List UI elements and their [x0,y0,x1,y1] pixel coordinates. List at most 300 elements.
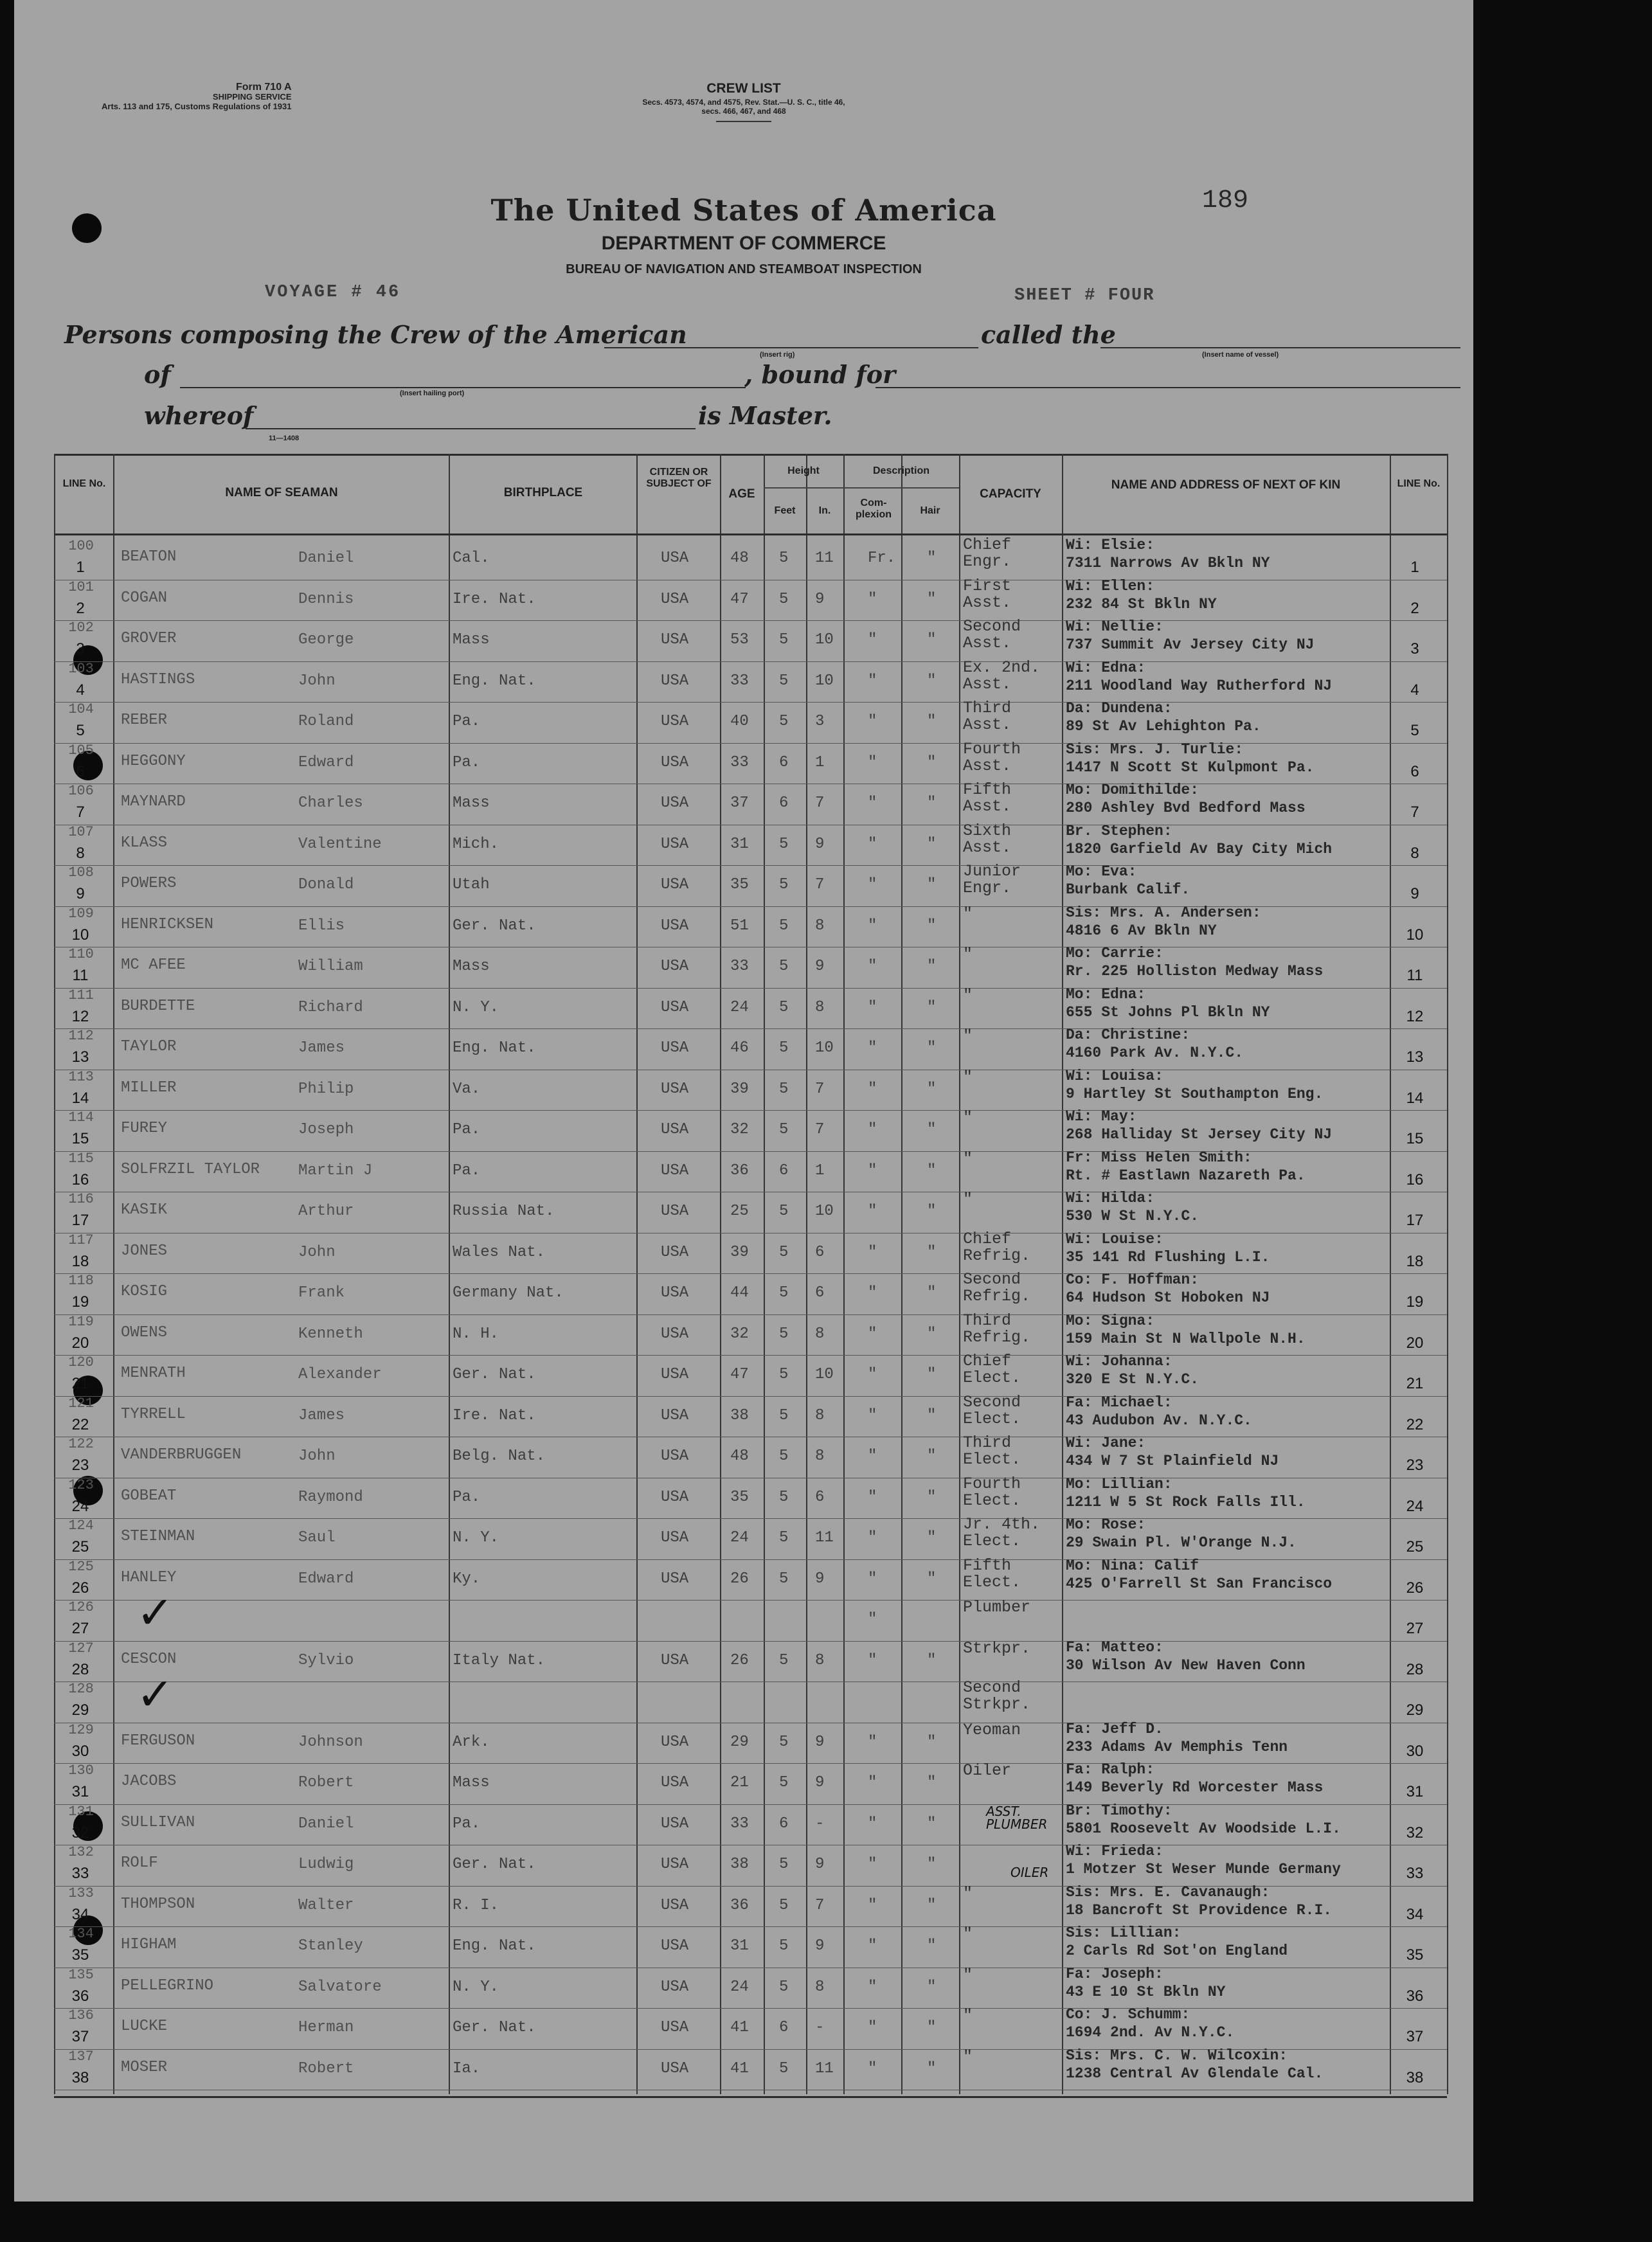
running-count: 131 [68,1803,94,1820]
running-count: 128 [68,1681,94,1697]
running-count: 116 [68,1191,94,1207]
seaman-given-name: Ludwig [298,1856,354,1873]
line-number: 12 [71,1007,89,1025]
seaman-surname: TYRRELL [121,1405,186,1423]
seaman-given-name: Walter [298,1896,354,1914]
birthplace: Ger. Nat. [453,2019,536,2036]
birthplace: Eng. Nat. [453,672,536,690]
next-of-kin-name: Br. Stephen: [1066,822,1172,839]
citizenship: USA [661,753,689,771]
seaman-given-name: Martin J [298,1161,373,1179]
line-number: 25 [71,1538,89,1556]
next-of-kin-name: Fa: Jeff D. [1066,1720,1163,1737]
age: 33 [730,753,749,771]
seaman-surname: STEINMAN [121,1528,195,1545]
birthplace: Belg. Nat. [453,1448,546,1465]
capacity: Strkpr. [963,1638,1031,1658]
age: 32 [730,1325,749,1343]
hair: " [927,1733,937,1751]
height-inches: 8 [815,1651,825,1669]
citizenship: USA [661,917,689,935]
hair: " [927,1203,937,1220]
height-feet: 5 [779,1488,789,1506]
hair: " [927,590,937,608]
citizenship: USA [661,1448,689,1465]
line-number: 16 [71,1170,89,1188]
line-number: 9 [76,885,85,902]
seaman-given-name: John [298,672,336,690]
birthplace: Pa. [453,1121,481,1138]
complexion: " [868,590,877,608]
age: 26 [730,1570,749,1588]
birthplace: N. H. [453,1325,499,1343]
line-number-right: 24 [1406,1497,1424,1515]
seaman-surname: MENRATH [121,1365,186,1382]
capacity: Junior Engr. [963,862,1021,897]
bound-for-fill-line [875,387,1460,388]
age: 26 [730,1651,749,1669]
height-feet: 5 [779,1325,789,1343]
age: 31 [730,1937,749,1955]
header-age: AGE [728,487,755,501]
citizenship: USA [661,1039,689,1057]
capacity: Second Elect. [963,1392,1021,1428]
persons-line-text-b: called the [981,320,1116,349]
next-of-kin-address: 425 O'Farrell St San Francisco [1066,1575,1333,1592]
running-count: 101 [68,578,94,595]
header-feet: Feet [774,505,796,516]
seaman-surname: BURDETTE [121,997,195,1015]
complexion: " [868,794,877,812]
height-feet: 5 [779,917,789,935]
line-number-right: 11 [1406,967,1423,984]
capacity: " [963,904,973,923]
running-count: 124 [68,1518,94,1534]
crew-row [54,1638,1447,1683]
complexion: " [868,1651,877,1669]
birthplace: Mass [453,958,490,975]
running-count: 110 [68,946,94,962]
crew-row [54,1149,1447,1193]
next-of-kin-name: Wi: Nellie: [1066,618,1163,635]
seaman-given-name: Valentine [298,835,382,853]
seaman-given-name: Daniel [298,550,354,567]
hailing-line-text-a: of [144,360,171,389]
vessel-fill-line [1100,347,1460,348]
complexion: " [868,1039,877,1057]
hair: " [927,998,937,1016]
seaman-surname: HASTINGS [121,670,195,688]
seaman-surname: THOMPSON [121,1895,195,1913]
height-inches: 11 [815,1529,834,1547]
height-feet: 5 [779,672,789,690]
birthplace: Cal. [453,550,490,567]
hair: " [927,753,937,771]
line-number: 4 [76,681,85,699]
height-feet: 5 [779,1937,789,1955]
next-of-kin-address: 43 Audubon Av. N.Y.C. [1066,1412,1252,1429]
hair: " [927,1406,937,1424]
seaman-surname: HANLEY [121,1568,177,1586]
birthplace: Pa. [453,753,481,771]
capacity: Oiler [963,1761,1012,1780]
height-feet: 5 [779,1080,789,1098]
crew-row [54,2006,1447,2050]
line-number-right: 20 [1406,1334,1424,1352]
citizenship: USA [661,876,689,893]
citizenship: USA [661,835,689,853]
capacity: Chief Elect. [963,1352,1021,1387]
running-count: 113 [68,1068,94,1085]
line-number-right: 17 [1406,1212,1424,1229]
running-count: 118 [68,1273,94,1289]
next-of-kin-name: Wi: Louise: [1066,1230,1163,1248]
capacity: Second Refrig. [963,1270,1031,1305]
running-count: 109 [68,905,94,922]
department-title: DEPARTMENT OF COMMERCE [601,233,886,254]
birthplace: Ger. Nat. [453,917,536,935]
next-of-kin-name: Mo: Carrie: [1066,945,1163,962]
next-of-kin-name: Wi: Jane: [1066,1435,1146,1451]
line-number-right: 10 [1406,926,1424,944]
next-of-kin-address: 4816 6 Av Bkln NY [1066,922,1217,939]
crew-row [54,1474,1447,1520]
birthplace: N. Y. [453,1529,499,1547]
height-inches: - [815,2019,825,2036]
next-of-kin-address: 1417 N Scott St Kulpmont Pa. [1066,758,1315,776]
next-of-kin-address: 2 Carls Rd Sot'on England [1066,1942,1288,1959]
line-number: 5 [76,722,85,739]
hair: " [927,1448,937,1465]
crew-row [54,1029,1447,1070]
height-inches: 6 [815,1284,825,1302]
seaman-given-name: Stanley [298,1937,363,1955]
complexion: " [868,998,877,1016]
height-inches: 11 [815,2059,834,2077]
capacity: Second Asst. [963,617,1021,652]
next-of-kin-address: Rt. # Eastlawn Nazareth Pa. [1066,1167,1306,1184]
crew-row [54,535,1447,580]
age: 36 [730,1896,749,1914]
citizenship: USA [661,1243,689,1261]
crew-row [54,1720,1447,1764]
capacity: " [963,2006,973,2025]
seaman-given-name: Salvatore [298,1978,382,1996]
hair: " [927,1488,937,1506]
citizenship: USA [661,1774,689,1791]
height-inches: 6 [815,1243,825,1261]
seaman-given-name: George [298,631,354,649]
line-number-right: 38 [1406,2068,1424,2086]
next-of-kin-address: 7311 Narrows Av Bkln NY [1066,555,1270,571]
citizenship: USA [661,2059,689,2077]
next-of-kin-address: 5801 Roosevelt Av Woodside L.I. [1066,1820,1341,1837]
seaman-given-name: Herman [298,2019,354,2036]
seaman-given-name: James [298,1406,345,1424]
next-of-kin-address: 268 Halliday St Jersey City NJ [1066,1126,1333,1143]
hair: " [927,1039,937,1057]
next-of-kin-name: Mo: Lillian: [1066,1475,1172,1493]
next-of-kin-name: Mo: Signa: [1066,1312,1155,1329]
next-of-kin-address: 1238 Central Av Glendale Cal. [1066,2065,1324,2082]
statute-reference [14,98,1473,116]
birthplace: Mich. [453,835,499,853]
height-inches: 8 [815,1325,825,1343]
citizenship: USA [661,631,689,649]
next-of-kin-name: Sis: Mrs. J. Turlie: [1066,740,1244,758]
running-count: 107 [68,823,94,840]
seaman-given-name: Dennis [298,590,354,608]
age: 25 [730,1203,749,1220]
description-subhead-rule [843,487,959,489]
capacity: " [963,985,973,1005]
citizenship: USA [661,794,689,812]
complexion: " [868,1570,877,1588]
hair: " [927,1651,937,1669]
country-title: The United States of America [490,193,997,228]
height-inches: 9 [815,1937,825,1955]
height-feet: 5 [779,1203,789,1220]
citizenship: USA [661,1856,689,1873]
line-number: 17 [71,1212,89,1229]
next-of-kin-name: Da: Christine: [1066,1027,1190,1043]
next-of-kin-address: 655 St Johns Pl Bkln NY [1066,1003,1270,1021]
next-of-kin-name: Sis: Mrs. E. Cavanaugh: [1066,1883,1270,1901]
crew-row [54,1192,1447,1233]
line-number: 30 [71,1742,89,1760]
capacity: " [963,1883,973,1903]
seaman-given-name: Roland [298,713,354,730]
capacity: " [963,1924,973,1943]
line-number: 21 [71,1375,89,1392]
citizenship: USA [661,1570,689,1588]
birthplace: R. I. [453,1896,499,1914]
complexion: " [868,958,877,975]
citizenship: USA [661,1406,689,1424]
hair: " [927,1325,937,1343]
running-count: 136 [68,2007,94,2023]
birthplace: Mass [453,631,490,649]
header-citizen: CITIZEN OR SUBJECT OF [646,467,712,489]
crew-row [54,658,1447,703]
seaman-surname: CESCON [121,1650,177,1668]
height-inches: 9 [815,1774,825,1791]
seaman-given-name: Sylvio [298,1651,354,1669]
age: 41 [730,2059,749,2077]
line-number-right: 27 [1406,1620,1424,1637]
hair: " [927,631,937,649]
citizenship: USA [661,1529,689,1547]
next-of-kin-name: Mo: Edna: [1066,985,1146,1003]
age: 44 [730,1284,749,1302]
height-feet: 5 [779,590,789,608]
citizenship: USA [661,1325,689,1343]
seaman-surname: GROVER [121,630,177,647]
birthplace: Va. [453,1080,481,1098]
next-of-kin-name: Wi: Johanna: [1066,1353,1172,1370]
height-inches: 7 [815,876,825,893]
line-number-right: 7 [1410,803,1419,821]
complexion: " [868,835,877,853]
line-number-right: 33 [1406,1865,1424,1882]
hair: " [927,835,937,853]
next-of-kin-address: 30 Wilson Av New Haven Conn [1066,1656,1306,1674]
seaman-given-name: Frank [298,1284,345,1302]
birthplace: Eng. Nat. [453,1937,536,1955]
seaman-given-name: Philip [298,1080,354,1098]
birthplace: Utah [453,876,490,893]
header-line-no: LINE No. [62,478,106,489]
complexion: " [868,1978,877,1996]
citizenship: USA [661,998,689,1016]
next-of-kin-address: 737 Summit Av Jersey City NJ [1066,636,1315,653]
height-feet: 6 [779,753,789,771]
running-count: 122 [68,1436,94,1452]
line-number: 33 [71,1865,89,1882]
running-count: 119 [68,1313,94,1330]
height-inches: 1 [815,1161,825,1179]
seaman-surname: OWENS [121,1323,168,1341]
crew-row [54,1802,1447,1846]
height-inches: 8 [815,917,825,935]
hair: " [927,713,937,730]
next-of-kin-name: Sis: Mrs. A. Andersen: [1066,904,1261,921]
capacity: Chief Engr. [963,535,1012,571]
capacity: " [963,1190,973,1208]
line-number-right: 32 [1406,1824,1424,1842]
running-count: 134 [68,1926,94,1942]
header-capacity: CAPACITY [980,487,1041,501]
master-line-text-a: whereof [144,401,254,430]
running-count: 132 [68,1844,94,1860]
capacity: Second Strkpr. [963,1678,1031,1714]
line-number: 26 [71,1579,89,1597]
crew-row [54,699,1447,744]
running-count: 112 [68,1028,94,1044]
seaman-surname: POWERS [121,875,177,892]
line-number: 14 [71,1089,89,1107]
seaman-given-name: Raymond [298,1488,363,1506]
citizenship: USA [661,713,689,730]
next-of-kin-address: 4160 Park Av. N.Y.C. [1066,1045,1244,1061]
hair: " [927,1080,937,1098]
citizenship: USA [661,550,689,567]
height-feet: 5 [779,713,789,730]
height-feet: 6 [779,1815,789,1833]
crew-row [54,985,1447,1030]
height-inches: - [815,1815,825,1833]
crew-list-page [14,0,1473,2202]
running-count: 127 [68,1640,94,1656]
citizenship: USA [661,1896,689,1914]
seaman-surname: REBER [121,712,168,729]
hair: " [927,1121,937,1138]
next-of-kin-name: Wi: Louisa: [1066,1067,1163,1084]
height-feet: 6 [779,2019,789,2036]
line-number-right: 2 [1410,599,1419,617]
height-inches: 10 [815,1039,834,1057]
capacity: First Asst. [963,576,1012,612]
header-next-of-kin: NAME AND ADDRESS OF NEXT OF KIN [1111,478,1341,492]
seaman-surname: ✓ [136,1668,174,1721]
complexion: " [868,1896,877,1914]
age: 39 [730,1243,749,1261]
capacity: " [963,945,973,964]
seaman-surname: JACOBS [121,1773,177,1790]
seaman-given-name: Arthur [298,1203,354,1220]
line-number-right: 3 [1410,640,1419,658]
complexion: " [868,1161,877,1179]
age: 39 [730,1080,749,1098]
complexion: " [868,1529,877,1547]
next-of-kin-name: Wi: Hilda: [1066,1190,1155,1206]
complexion: " [868,876,877,893]
statute-line-2: secs. 466, 467, and 468 [701,107,786,116]
seaman-surname: FERGUSON [121,1732,195,1750]
header-bottom-rule [54,534,1447,535]
height-inches: 9 [815,590,825,608]
height-inches: 8 [815,1406,825,1424]
line-number-right: 18 [1406,1252,1424,1270]
height-feet: 5 [779,1529,789,1547]
header-description: Description [872,465,929,476]
capacity: OILER [1010,1865,1049,1880]
hair: " [927,958,937,975]
complexion: " [868,917,877,935]
height-inches: 7 [815,1080,825,1098]
capacity: " [963,1108,973,1127]
next-of-kin-address: 35 141 Rd Flushing L.I. [1066,1248,1270,1266]
age: 38 [730,1856,749,1873]
age: 29 [730,1733,749,1751]
line-number: 31 [71,1783,89,1800]
running-count: 108 [68,865,94,881]
height-feet: 5 [779,1448,789,1465]
next-of-kin-address: 1 Motzer St Weser Munde Germany [1066,1861,1341,1878]
seaman-given-name: Joseph [298,1121,354,1138]
complexion: " [868,1611,877,1628]
line-number: 38 [71,2068,89,2086]
line-number: 8 [76,844,85,862]
line-number-right: 30 [1406,1742,1424,1760]
next-of-kin-address: 18 Bancroft St Providence R.I. [1066,1901,1333,1919]
capacity: " [963,1067,973,1086]
citizenship: USA [661,1488,689,1506]
seaman-given-name: Richard [298,998,363,1016]
next-of-kin-address: 149 Beverly Rd Worcester Mass [1066,1779,1324,1796]
hair: " [927,1366,937,1383]
age: 46 [730,1039,749,1057]
bureau-title: BUREAU OF NAVIGATION AND STEAMBOAT INSPECTION [566,262,922,276]
birthplace: Italy Nat. [453,1651,546,1669]
citizenship: USA [661,1733,689,1751]
crew-row [54,1433,1447,1478]
seaman-surname: MILLER [121,1079,177,1097]
crew-row [54,1108,1447,1152]
next-of-kin-name: Fa: Joseph: [1066,1965,1163,1982]
citizenship: USA [661,1284,689,1302]
seaman-given-name: James [298,1039,345,1057]
next-of-kin-name: Da: Dundena: [1066,700,1172,717]
running-count: 135 [68,1966,94,1983]
complexion: " [868,1203,877,1220]
line-number-right: 12 [1406,1007,1424,1025]
header-line-no-right: LINE No. [1397,478,1441,489]
height-feet: 5 [779,998,789,1016]
complexion: " [868,1243,877,1261]
hair: " [927,917,937,935]
seaman-given-name: William [298,958,363,975]
